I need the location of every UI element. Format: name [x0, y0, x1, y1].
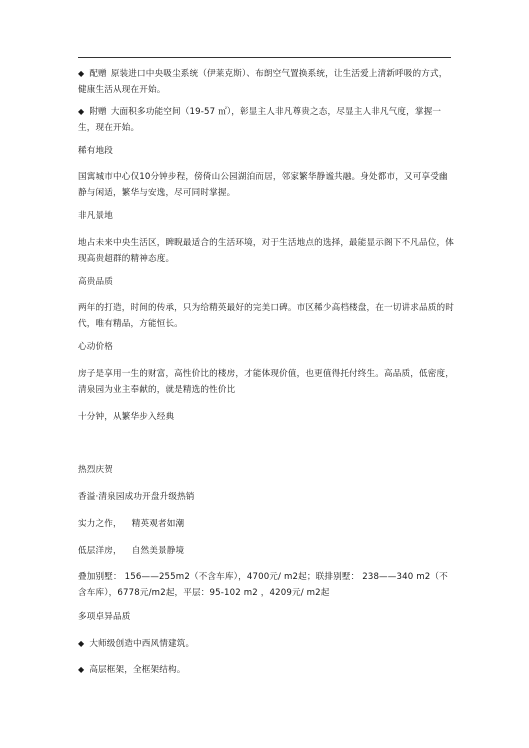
bullet-text: 大面积多功能空间（19-57 ㎡），彰显主人非凡尊贵之态，尽显主人非凡气度，掌握一生，现在开始。: [78, 107, 442, 133]
features-heading: 多项卓异品质: [78, 612, 131, 622]
tagline: 十分钟，从繁华步入经典: [78, 412, 175, 422]
promo-line-1-b: 精英观者如潮: [131, 519, 185, 529]
section-heading: 稀有地段: [78, 146, 113, 156]
bullet-paragraph-1: [78, 66, 454, 98]
section-heading: 高贵品质: [78, 277, 113, 287]
promo-subheading: 香溢·清泉园成功开盘升级热销: [78, 492, 195, 502]
promo-line-1: [78, 516, 454, 532]
feature-text: 大师级创造中西风情建筑。: [89, 639, 195, 649]
diamond-bullet-icon: ◆: [78, 639, 85, 648]
section-text: 房子是享用一生的财富，高性价比的楼房，才能体现价值，也更值得托付终生。高品质，低密度，清泉园为业主奉献的，就是精选的性价比: [78, 369, 454, 395]
section-heading: 非凡景地: [78, 211, 113, 221]
diamond-bullet-icon: ◆: [78, 107, 85, 116]
header-rule: [78, 57, 451, 58]
bullet-label: 配赠: [89, 69, 107, 79]
diamond-bullet-icon: ◆: [78, 665, 85, 674]
promo-heading: 热烈庆贺: [78, 465, 113, 475]
section-heading: 心动价格: [78, 342, 113, 352]
promo-line-2-a: 低层洋房，: [78, 546, 122, 556]
section-text: 两年的打造，时间的传承，只为给精英最好的完美口碑。市区稀少高档楼盘，在一切讲求品质的时代，唯有精品，方能恒长。: [78, 303, 454, 329]
promo-line-1-a: 实力之作，: [78, 519, 122, 529]
bullet-label: 附赠: [89, 107, 107, 117]
section-text: 地占未来中央生活区，睥睨最适合的生活环境，对于生活地点的选择，最能显示阁下不凡品位，体现高贵超群的精神态度。: [78, 238, 454, 264]
bullet-text: 原装进口中央吸尘系统（伊莱克斯）、布朗空气置换系统，让生活爱上清新呼吸的方式，健康生活从现在开始。: [78, 69, 448, 95]
price-text: 叠加别墅： 156——255m2（不含车库），4700元/ m2起；联排别墅： 238——340 m2（不含车库），6778元/m2起，平层：95-102 m2 ，4209元/ m2起: [78, 572, 448, 598]
feature-item-1: [78, 636, 454, 652]
bullet-paragraph-2: [78, 104, 454, 136]
promo-line-2: [78, 543, 454, 559]
feature-text: 高层框架，全框架结构。: [89, 665, 186, 675]
promo-line-2-b: 自然美景静境: [131, 546, 185, 556]
section-text: 国寓城市中心仅10分钟步程，傍倚山公园湖泊而居，邻家繁华静谧共融。身处都市，又可享受幽静与闲适，繁华与安逸，尽可同时掌握。: [78, 172, 448, 198]
feature-item-2: [78, 662, 454, 678]
diamond-bullet-icon: ◆: [78, 69, 85, 78]
